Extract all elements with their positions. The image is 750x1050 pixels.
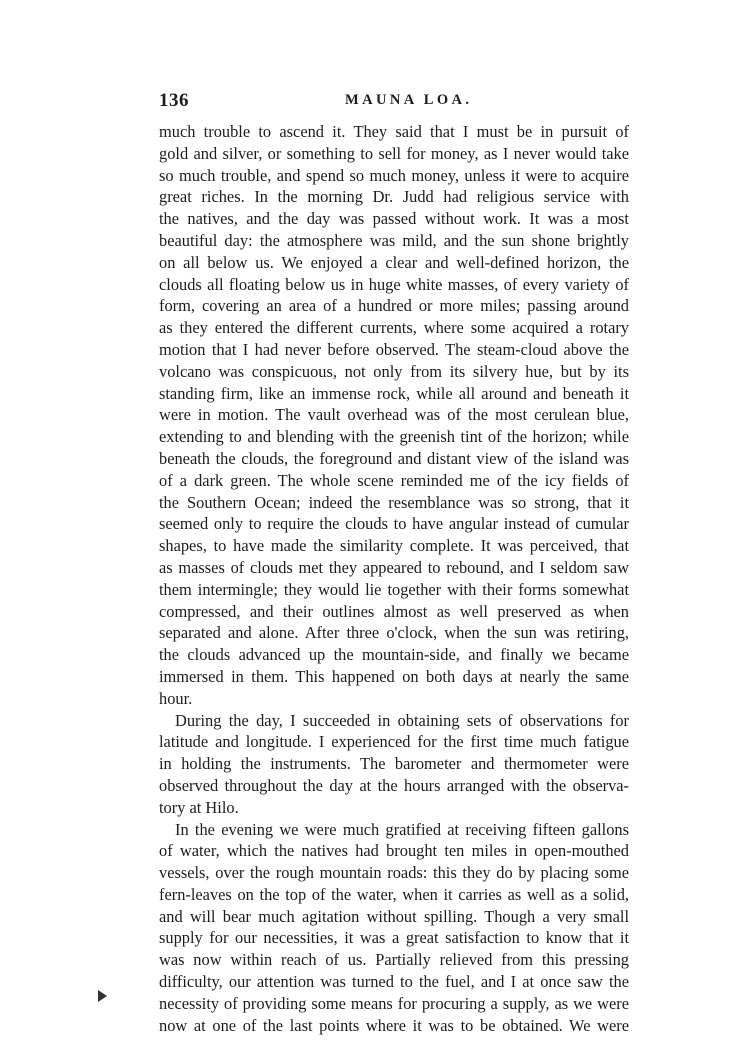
text-line: on all below us. We enjoyed a clear and well-defined horizon, the <box>159 252 629 272</box>
text-line: fern-leaves on the top of the water, when it carries as well as a solid, <box>159 884 629 904</box>
text-line: much trouble to ascend it. They said that I must be in pursuit of <box>159 122 629 141</box>
corner-triangle-icon <box>98 990 107 1002</box>
text-line: as they entered the different currents, where some acquired a rotary <box>159 318 629 338</box>
text-line: shapes, to have made the similarity complete. It was perceived, that <box>159 536 629 556</box>
text-line: hour. <box>159 688 193 708</box>
text-line: were in motion. The vault overhead was of the most cerulean blue, <box>159 405 629 425</box>
text-line: seemed only to require the clouds to have angular instead of cumular <box>159 514 629 534</box>
body-text <box>159 121 629 1036</box>
text-line: During the day, I succeeded in obtaining sets of observations for <box>175 710 629 730</box>
text-line: necessity of providing some means for procuring a supply, as we were <box>159 993 629 1013</box>
text-line: the clouds advanced up the mountain-side, and finally we became <box>159 645 629 665</box>
text-line: In the evening we were much gratified at receiving fifteen gallons <box>175 819 629 839</box>
text-line: latitude and longitude. I experienced for the first time much fatigue <box>159 732 629 752</box>
running-head <box>159 90 599 114</box>
text-line: extending to and blending with the greenish tint of the horizon; while <box>159 427 629 447</box>
text-line: gold and silver, or something to sell for money, as I never would take <box>159 143 629 163</box>
text-line: now at one of the last points where it was to be obtained. We were <box>159 1015 629 1035</box>
text-line: form, covering an area of a hundred or more miles; passing around <box>159 296 629 316</box>
text-line: great riches. In the morning Dr. Judd had religious service with <box>159 187 629 207</box>
text-line: standing firm, like an immense rock, while all around and beneath it <box>159 383 629 403</box>
text-line: compressed, and their outlines almost as well preserved as when <box>159 601 629 621</box>
text-line: observed throughout the day at the hours arranged with the observa- <box>159 775 629 795</box>
text-line: supply for our necessities, it was a great satisfaction to know that it <box>159 928 629 948</box>
text-line: was now within reach of us. Partially relieved from this pressing <box>159 950 629 970</box>
running-title: MAUNA LOA. <box>345 92 473 108</box>
text-line: beneath the clouds, the foreground and distant view of the island was <box>159 448 629 468</box>
text-line: vessels, over the rough mountain roads: this they do by placing some <box>159 863 629 883</box>
text-line: motion that I had never before observed. The steam-cloud above the <box>159 339 629 359</box>
text-line: immersed in them. This happened on both days at nearly the same <box>159 666 629 686</box>
text-line: of water, which the natives had brought ten miles in open-mouthed <box>159 841 629 861</box>
text-line: of a dark green. The whole scene reminded me of the icy fields of <box>159 470 629 490</box>
page-number: 136 <box>159 90 189 111</box>
text-line: so much trouble, and spend so much money, unless it were to acquire <box>159 165 629 185</box>
text-line: the Southern Ocean; indeed the resemblance was so strong, that it <box>159 492 629 512</box>
text-line: tory at Hilo. <box>159 797 239 817</box>
text-line: volcano was conspicuous, not only from its silvery hue, but by its <box>159 361 629 381</box>
text-line: in holding the instruments. The barometer and thermometer were <box>159 754 629 774</box>
text-line: the natives, and the day was passed without work. It was a most <box>159 209 629 229</box>
text-line: difficulty, our attention was turned to the fuel, and I at once saw the <box>159 972 629 992</box>
text-line: beautiful day: the atmosphere was mild, and the sun shone brightly <box>159 230 629 250</box>
text-line: and will bear much agitation without spilling. Though a very small <box>159 906 629 926</box>
text-line: them intermingle; they would lie together with their forms somewhat <box>159 579 629 599</box>
text-line: as masses of clouds met they appeared to rebound, and I seldom saw <box>159 557 629 577</box>
text-line: clouds all floating below us in huge white masses, of every variety of <box>159 274 629 294</box>
text-line: separated and alone. After three o'clock, when the sun was retiring, <box>159 623 629 643</box>
